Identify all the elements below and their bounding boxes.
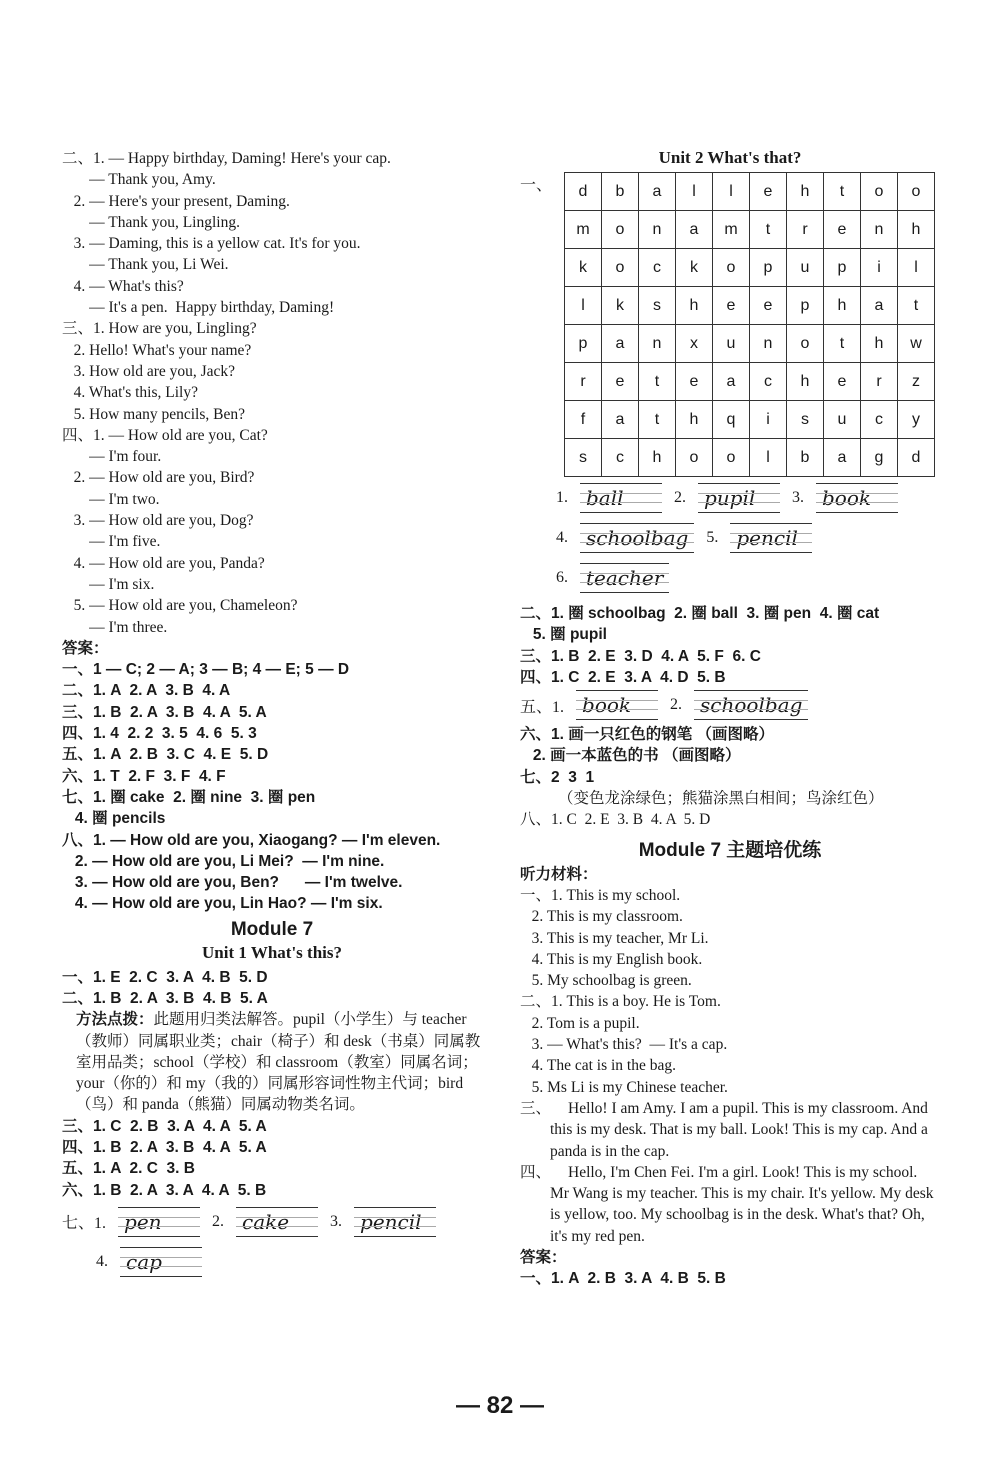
grid-row <box>565 211 935 249</box>
word-search <box>520 172 940 477</box>
grid-cell: k <box>565 249 602 287</box>
text-line: 2. — How old are you, Li Mei? — I'm nine. <box>62 852 385 870</box>
word-search-grid <box>564 172 935 477</box>
text-line: 四、1. — How old are you, Cat? <box>62 426 268 444</box>
paragraph-3 <box>520 1098 940 1162</box>
text-line: 5. How many pencils, Ben? <box>62 405 245 423</box>
handwriting-row <box>520 523 940 553</box>
text-line: — Thank you, Li Wei. <box>62 256 229 274</box>
page-number: — 82 — <box>455 1392 545 1419</box>
text-line: 一、1 — C; 2 — A; 3 — B; 4 — E; 5 — D <box>62 661 350 679</box>
q7-note: （变色龙涂绿色；熊猫涂黑白相间；鸟涂红色） <box>558 790 884 808</box>
grid-cell: i <box>750 401 787 439</box>
unit-title: Unit 1 What's this? <box>202 942 342 962</box>
text-line: 4. What's this, Lily? <box>62 384 198 402</box>
handwritten-word: book <box>576 690 658 720</box>
para3-text: Hello! I am Amy. I am a pupil. This is my classroom. And this is my desk. That is my ball. Look! This is my cap. And a panda is in the cap. <box>550 1099 928 1160</box>
handwritten-word: cap <box>120 1247 202 1277</box>
grid-cell: o <box>713 439 750 477</box>
text-line: — Thank you, Lingling. <box>62 213 240 231</box>
grid-cell: b <box>602 173 639 211</box>
grid-cell: e <box>750 173 787 211</box>
handwritten-word: pupil <box>698 483 780 513</box>
grid-cell: p <box>787 287 824 325</box>
item-number: 5. <box>706 529 719 546</box>
text-line: — I'm two. <box>62 490 160 508</box>
text-line: 四、1. 4 2. 2 3. 5 4. 6 5. 3 <box>62 725 257 743</box>
grid-label: 一、 <box>520 177 553 194</box>
grid-cell: e <box>713 287 750 325</box>
unit1-answers-2 <box>62 1116 482 1201</box>
grid-cell: r <box>787 211 824 249</box>
grid-cell: a <box>602 401 639 439</box>
grid-cell: h <box>824 287 861 325</box>
grid-cell: a <box>676 211 713 249</box>
grid-cell: t <box>750 211 787 249</box>
grid-cell: k <box>676 249 713 287</box>
handwritten-word: pen <box>118 1207 200 1237</box>
grid-cell: a <box>713 363 750 401</box>
left-column <box>62 148 482 1287</box>
text-line: 二、1. — Happy birthday, Daming! Here's your cap. <box>62 150 391 167</box>
handwriting-row <box>520 483 940 513</box>
para4-label: 四、 <box>520 1163 552 1181</box>
method-text: 此题用归类法解答。pupil（小学生）与 teacher（教师）同属职业类；chair（椅子）和 desk（书桌）同属教室用品类；school（学校）和 classroom（教室）同属名词；your（你的）和 my（我的）同属形容词性物主代词；bird（鸟）和 panda（熊猫）同属动物类名词。 <box>76 1011 481 1114</box>
right-column <box>520 148 940 1290</box>
method-note <box>62 1009 482 1115</box>
q5-label: 五、1. <box>520 698 565 716</box>
answers-label: 答案： <box>62 639 109 657</box>
text-line: 六、1. B 2. A 3. A 4. A 5. B <box>62 1181 267 1199</box>
grid-cell: o <box>861 173 898 211</box>
text-line: 三、1. B 2. E 3. D 4. A 5. F 6. C <box>520 647 761 665</box>
grid-cell: t <box>639 401 676 439</box>
method-label: 方法点拨： <box>76 1011 154 1029</box>
grid-cell: t <box>824 325 861 363</box>
text-line: 4. 圈 pencils <box>62 810 166 828</box>
handwritten-word: schoolbag <box>580 523 694 553</box>
text-line: 3. — How old are you, Dog? <box>62 512 254 530</box>
grid-cell: h <box>676 287 713 325</box>
grid-row <box>565 363 935 401</box>
grid-cell: a <box>824 439 861 477</box>
text-line: 三、1. B 2. A 3. B 4. A 5. A <box>62 703 267 721</box>
text-line: 五、1. A 2. C 3. B <box>62 1160 195 1178</box>
grid-cell: m <box>565 211 602 249</box>
grid-cell: s <box>565 439 602 477</box>
handwriting-row <box>520 563 940 593</box>
text-line: 二、1. This is a boy. He is Tom. <box>520 993 721 1011</box>
item-number: 3. <box>330 1212 343 1230</box>
text-line: 5. — How old are you, Chameleon? <box>62 597 298 615</box>
text-line: 二、1. 圈 schoolbag 2. 圈 ball 3. 圈 pen 4. 圈 cat <box>520 605 880 622</box>
item-number: 3. <box>792 489 804 506</box>
grid-cell: e <box>602 363 639 401</box>
text-line: 六、1. T 2. F 3. F 4. F <box>62 767 226 785</box>
grid-cell: h <box>898 211 935 249</box>
text-line: 4. — What's this? <box>62 277 184 295</box>
grid-cell: e <box>824 363 861 401</box>
text-line: 八、1. — How old are you, Xiaogang? — I'm eleven. <box>62 831 441 849</box>
grid-cell: p <box>824 249 861 287</box>
answer-lines-right-2 <box>520 724 940 788</box>
text-line: — I'm six. <box>62 575 155 593</box>
grid-cell: s <box>787 401 824 439</box>
text-line: 六、1. 画一只红色的钢笔 （画图略） <box>520 726 775 744</box>
text-line: 3. How old are you, Jack? <box>62 362 236 380</box>
grid-cell: y <box>898 401 935 439</box>
grid-cell: t <box>824 173 861 211</box>
handwritten-word: pencil <box>354 1207 436 1237</box>
grid-cell: w <box>898 325 935 363</box>
grid-cell: o <box>713 249 750 287</box>
handwriting-row <box>62 1207 482 1237</box>
grid-cell: l <box>676 173 713 211</box>
handwritten-word: cake <box>236 1207 318 1237</box>
grid-cell: c <box>639 249 676 287</box>
item-number: 4. <box>556 529 568 546</box>
grid-cell: e <box>676 363 713 401</box>
grid-cell: o <box>602 249 639 287</box>
grid-cell: o <box>898 173 935 211</box>
text-line: — I'm four. <box>62 448 162 466</box>
grid-cell: c <box>861 401 898 439</box>
text-line: 4. — How old are you, Lin Hao? — I'm six. <box>62 895 383 913</box>
handwritten-word: teacher <box>580 563 669 593</box>
item-number: 2. <box>674 489 686 506</box>
text-line: 三、1. How are you, Lingling? <box>62 320 257 338</box>
grid-row <box>565 173 935 211</box>
handwritten-word: pencil <box>730 523 812 553</box>
grid-cell: a <box>639 173 676 211</box>
grid-cell: t <box>639 363 676 401</box>
text-line: 5. 圈 pupil <box>520 626 607 644</box>
answer-lines-right <box>520 603 940 688</box>
text-line: 4. The cat is in the bag. <box>520 1057 676 1075</box>
text-line: 5. Ms Li is my Chinese teacher. <box>520 1078 728 1096</box>
unit2-title: Unit 2 What's that? <box>658 148 802 167</box>
grid-cell: a <box>861 287 898 325</box>
handwritten-word: ball <box>580 483 662 513</box>
grid-cell: q <box>713 401 750 439</box>
text-line: — Thank you, Amy. <box>62 171 216 189</box>
grid-cell: h <box>676 401 713 439</box>
last-answer-line: 一、1. A 2. B 3. A 4. B 5. B <box>520 1270 726 1288</box>
answer-lines-left <box>62 659 482 915</box>
text-line: 二、1. B 2. A 3. B 4. B 5. A <box>62 989 268 1007</box>
grid-cell: a <box>602 325 639 363</box>
text-line: 四、1. B 2. A 3. B 4. A 5. A <box>62 1139 267 1157</box>
grid-cell: e <box>824 211 861 249</box>
handwritten-word: book <box>816 483 898 513</box>
grid-cell: l <box>713 173 750 211</box>
text-line: 一、1. E 2. C 3. A 4. B 5. D <box>62 968 268 986</box>
item-number: 1. <box>556 489 568 506</box>
module-title: Module 7 <box>230 918 314 940</box>
grid-cell: b <box>787 439 824 477</box>
text-line: 四、1. C 2. E 3. A 4. D 5. B <box>520 668 726 686</box>
text-line: 2. This is my classroom. <box>520 908 683 926</box>
listening-label: 听力材料： <box>520 865 598 883</box>
text-line: 3. — What's this? — It's a cap. <box>520 1036 728 1054</box>
text-line: 2. — How old are you, Bird? <box>62 469 255 487</box>
grid-cell: d <box>898 439 935 477</box>
grid-cell: u <box>824 401 861 439</box>
unit1-answers <box>62 967 482 1010</box>
grid-cell: h <box>787 173 824 211</box>
grid-cell: u <box>713 325 750 363</box>
grid-cell: o <box>602 211 639 249</box>
grid-cell: c <box>602 439 639 477</box>
listening-lines-right <box>520 885 940 1098</box>
grid-cell: e <box>750 287 787 325</box>
grid-cell: t <box>898 287 935 325</box>
grid-row <box>565 249 935 287</box>
item-number: 2. <box>212 1212 225 1230</box>
grid-cell: x <box>676 325 713 363</box>
text-line: 七、1. 圈 cake 2. 圈 nine 3. 圈 pen <box>62 788 316 806</box>
grid-cell: z <box>898 363 935 401</box>
grid-cell: h <box>861 325 898 363</box>
handwriting-row <box>520 690 940 720</box>
para4-text: Hello, I'm Chen Fei. I'm a girl. Look! This is my school. Mr Wang is my teacher. This is my chair. It's yellow. My desk is yellow, too. My schoolbag is in the desk. What's that? Oh, it's my red pen. <box>550 1163 934 1245</box>
text-line: 4. — How old are you, Panda? <box>62 554 265 572</box>
grid-cell: r <box>565 363 602 401</box>
grid-cell: h <box>639 439 676 477</box>
text-line: 三、1. C 2. B 3. A 4. A 5. A <box>62 1117 267 1135</box>
q8-line: 八、1. C 2. E 3. B 4. A 5. D <box>520 811 711 829</box>
item-number: 6. <box>556 569 568 586</box>
para3-label: 三、 <box>520 1099 552 1117</box>
text-line: 2. 画一本蓝色的书 （画图略） <box>520 747 741 765</box>
grid-cell: l <box>898 249 935 287</box>
grid-cell: o <box>787 325 824 363</box>
grid-row <box>565 401 935 439</box>
paragraph-4 <box>520 1162 940 1247</box>
grid-cell: i <box>861 249 898 287</box>
text-line: 3. — How old are you, Ben? — I'm twelve. <box>62 874 403 892</box>
grid-cell: u <box>787 249 824 287</box>
text-line: 一、1. This is my school. <box>520 886 681 904</box>
grid-row <box>565 287 935 325</box>
grid-cell: n <box>750 325 787 363</box>
text-line: 2. — Here's your present, Daming. <box>62 192 290 210</box>
text-line: 七、2 3 1 <box>520 768 595 786</box>
grid-cell: l <box>750 439 787 477</box>
text-line: 二、1. A 2. A 3. B 4. A <box>62 682 231 700</box>
grid-row <box>565 325 935 363</box>
text-line: 五、1. A 2. B 3. C 4. E 5. D <box>62 746 269 764</box>
text-line: 3. This is my teacher, Mr Li. <box>520 929 709 947</box>
answers-label-right: 答案： <box>520 1249 567 1267</box>
text-line: 3. — Daming, this is a yellow cat. It's for you. <box>62 235 361 253</box>
item-number: 2. <box>670 696 683 714</box>
grid-cell: r <box>861 363 898 401</box>
grid-cell: p <box>750 249 787 287</box>
grid-cell: k <box>602 287 639 325</box>
handwritten-word: schoolbag <box>694 690 808 720</box>
listening-lines-left <box>62 148 482 638</box>
text-line: 4. This is my English book. <box>520 950 703 968</box>
grid-cell: s <box>639 287 676 325</box>
text-line: 2. Tom is a pupil. <box>520 1014 640 1032</box>
grid-cell: n <box>639 325 676 363</box>
text-line: — It's a pen. Happy birthday, Daming! <box>62 299 335 317</box>
module-title-right: Module 7 主题培优练 <box>638 839 822 861</box>
grid-cell: m <box>713 211 750 249</box>
grid-cell: n <box>639 211 676 249</box>
grid-cell: n <box>861 211 898 249</box>
handwriting-row <box>62 1247 482 1277</box>
grid-cell: o <box>676 439 713 477</box>
text-line: — I'm three. <box>62 618 168 636</box>
item-number: 4. <box>96 1252 108 1270</box>
grid-cell: l <box>565 287 602 325</box>
grid-cell: h <box>787 363 824 401</box>
grid-cell: d <box>565 173 602 211</box>
text-line: 5. My schoolbag is green. <box>520 972 692 990</box>
q7-label: 七、1. <box>62 1215 107 1233</box>
text-line: 2. Hello! What's your name? <box>62 341 252 359</box>
grid-cell: p <box>565 325 602 363</box>
grid-cell: f <box>565 401 602 439</box>
grid-cell: g <box>861 439 898 477</box>
text-line: — I'm five. <box>62 533 161 551</box>
grid-cell: c <box>750 363 787 401</box>
grid-row <box>565 439 935 477</box>
